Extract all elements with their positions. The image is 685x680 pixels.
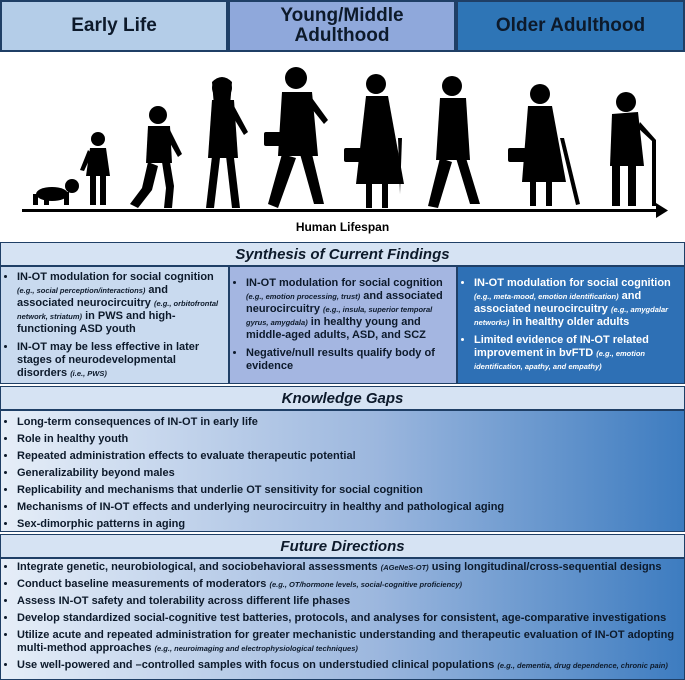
list-item: • Use well-powered and –controlled samples with focus on understudied clinical populations (e.g., dementia, drug dependence, chronic pain): [17, 659, 678, 672]
crawling-baby-icon: [33, 179, 79, 205]
older-man-icon: [428, 76, 480, 208]
girl-icon: [206, 77, 248, 208]
list-item: • Develop standardized social-cognitive test batteries, protocols, and analyses for consistent, age-comparative investigations: [17, 612, 678, 625]
lifespan-silhouettes: [0, 58, 685, 218]
list-item: • Replicability and mechanisms that underlie OT sensitivity for social cognition: [17, 482, 678, 499]
list-item: • Repeated administration effects to evaluate therapeutic potential: [17, 448, 678, 465]
list-item: • IN-OT modulation for social cognition (e.g., emotion processing, trust) and associated neurocircuitry (e.g., insula, superior temporal gyrus, amygdala) in healthy young and middle-aged adults, ASD, and SCZ: [246, 277, 451, 342]
synthesis-older-adulthood: [457, 266, 685, 384]
synthesis-early-life: [0, 266, 229, 384]
stage-label: Young/Middle Adulthood: [280, 5, 404, 46]
stage-label: Older Adulthood: [495, 15, 646, 36]
list-item: • Mechanisms of IN-OT effects and underlying neurocircuitry in healthy and pathological aging: [17, 499, 678, 516]
list-item: • Sex-dimorphic patterns in aging: [17, 516, 678, 533]
list-item: • IN-OT modulation for social cognition (e.g., meta-mood, emotion identification) and associated neurocircuitry (e.g., amygdalar networks) in healthy older adults: [474, 277, 679, 329]
list-item: • Negative/null results qualify body of evidence: [246, 347, 451, 373]
list-item: • Assess IN-OT safety and tolerability across different life phases: [17, 595, 678, 608]
knowledge-gaps-list: [0, 410, 685, 532]
list-item: • Utilize acute and repeated administration for greater mechanistic understanding and therapeutic evaluation of IN-OT adopting multi-method approaches (e.g., neuroimaging and electrophysiological techniques): [17, 629, 678, 655]
list-item: • IN-OT may be less effective in later stages of neurodevelopmental disorders (i.e., PWS): [17, 341, 223, 380]
future-directions-list: [0, 558, 685, 680]
synthesis-young-middle: [229, 266, 457, 384]
stage-header-older-adulthood: [456, 0, 685, 52]
lifespan-axis-label: Human Lifespan: [295, 220, 390, 234]
stage-header-young-middle-adulthood: [228, 0, 456, 52]
stage-header-early-life: [0, 0, 228, 52]
list-item: • Long-term consequences of IN-OT in early life: [17, 414, 678, 431]
future-directions-title: Future Directions: [0, 534, 685, 558]
list-item: • Generalizability beyond males: [17, 465, 678, 482]
elderly-man-cane-icon: [610, 92, 656, 206]
businesswoman-icon: [344, 74, 404, 208]
stage-label: Early Life: [71, 15, 157, 36]
toddler-icon: [80, 132, 110, 205]
knowledge-gaps-title: Knowledge Gaps: [0, 386, 685, 410]
older-woman-cane-icon: [508, 84, 580, 206]
synthesis-title: Synthesis of Current Findings: [0, 242, 685, 266]
lifespan-arrow: [22, 203, 668, 218]
list-item: • Role in healthy youth: [17, 431, 678, 448]
list-item: • Conduct baseline measurements of moderators (e.g., OT/hormone levels, social-cognitive proficiency): [17, 578, 678, 591]
list-item: • IN-OT modulation for social cognition (e.g., social perception/interactions) and associated neurocircuitry (e.g., orbitofrontal network, striatum) in PWS and high-functioning ASD youth: [17, 271, 223, 336]
list-item: • Integrate genetic, neurobiological, and sociobehavioral assessments (AGeNeS-OT) using longitudinal/cross-sequential designs: [17, 561, 678, 574]
businessman-icon: [264, 67, 328, 208]
child-icon: [130, 106, 182, 208]
list-item: • Limited evidence of IN-OT related improvement in bvFTD (e.g., emotion identification, apathy, and empathy): [474, 334, 679, 373]
